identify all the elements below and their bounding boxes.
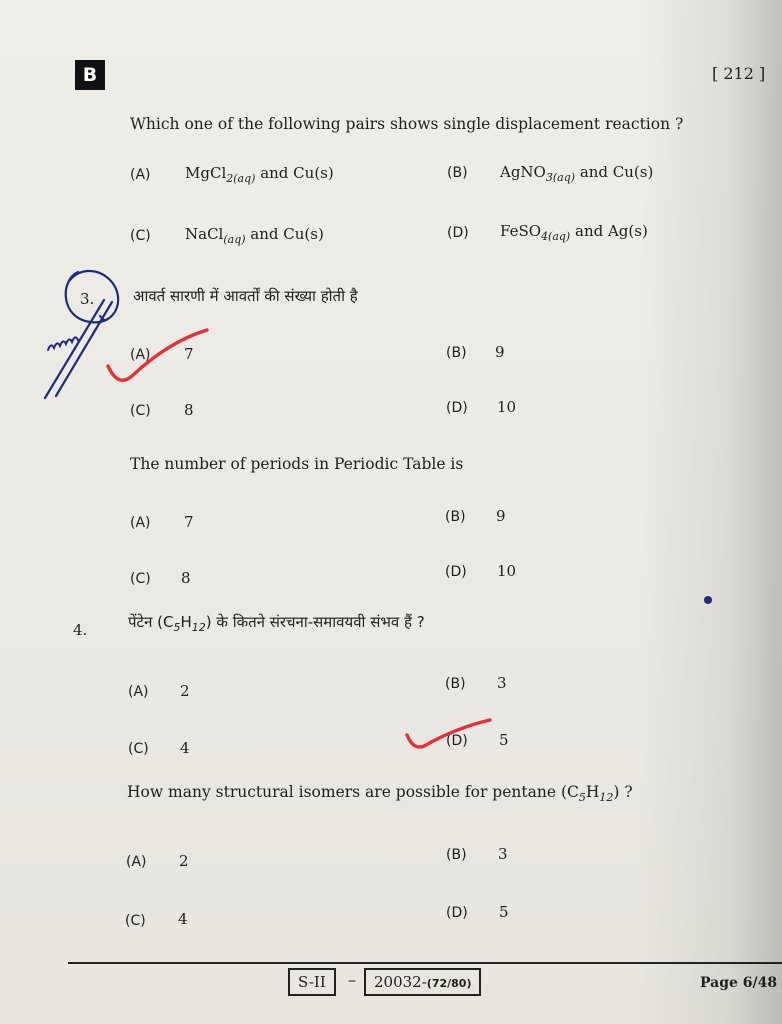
- q4-en-option-c-label: (C): [125, 913, 146, 929]
- q4-hi-option-b-label: (B): [445, 676, 466, 692]
- q4-en-option-c-value: 4: [178, 910, 188, 928]
- q3-hi-option-c-value: 8: [184, 401, 194, 419]
- q3-hi-option-a-value: 7: [184, 345, 194, 363]
- ink-dot: [704, 596, 712, 604]
- q4-hi-option-c-value: 4: [180, 739, 190, 757]
- page-number: Page 6/48: [700, 975, 778, 991]
- q4-hi-option-a-label: (A): [128, 684, 149, 700]
- red-tick-q4: [407, 720, 490, 747]
- red-tick-q3: [108, 330, 207, 380]
- blue-circle-mark: [45, 271, 118, 398]
- q3-number: 3.: [80, 290, 95, 308]
- q2-option-d-text: FeSO$_{4(aq)}$ and Ag(s): [500, 222, 648, 243]
- q4-en-option-a-value: 2: [179, 852, 189, 870]
- q4-hi-option-b-value: 3: [497, 674, 507, 692]
- q3-hi-option-a-label: (A): [130, 347, 151, 363]
- q2-option-a-label: (A): [130, 167, 151, 183]
- q4-hi-option-c-label: (C): [128, 741, 149, 757]
- q4-hi-option-d-value: 5: [499, 731, 509, 749]
- q4-english-text: How many structural isomers are possible for pentane $(C_5H_{12})$ ?: [127, 783, 633, 804]
- q2-text: Which one of the following pairs shows single displacement reaction ?: [130, 115, 684, 133]
- q4-hindi-text: पेंटेन $(C_5H_{12})$ के कितने संरचना-समावयवी संभव हैं ?: [128, 613, 425, 634]
- q3-hi-option-d-value: 10: [497, 398, 517, 416]
- q3-en-option-a-value: 7: [184, 513, 194, 531]
- q3-en-option-b-label: (B): [445, 509, 466, 525]
- q4-number: 4.: [73, 621, 88, 639]
- q3-hindi-text: आवर्त सारणी में आवर्तों की संख्या होती है: [133, 287, 358, 305]
- blue-scribble-mark: [48, 337, 78, 350]
- footer-code-box: 20032-(72/80): [364, 968, 481, 996]
- q2-option-b-label: (B): [447, 165, 468, 181]
- q3-hi-option-b-label: (B): [446, 345, 467, 361]
- q3-english-text: The number of periods in Periodic Table is: [130, 455, 464, 473]
- q3-en-option-c-label: (C): [130, 571, 151, 587]
- q4-en-option-b-label: (B): [446, 847, 467, 863]
- q3-en-option-a-label: (A): [130, 515, 151, 531]
- footer-dash: –: [348, 970, 356, 989]
- section-badge: B: [75, 60, 105, 90]
- q3-en-option-c-value: 8: [181, 569, 191, 587]
- q3-hi-option-b-value: 9: [495, 343, 505, 361]
- q3-en-option-d-label: (D): [445, 564, 467, 580]
- q2-option-c-text: NaCl$_{(aq)}$ and Cu(s): [185, 225, 324, 246]
- q4-hi-option-d-label: (D): [446, 733, 468, 749]
- q4-en-option-b-value: 3: [498, 845, 508, 863]
- q4-en-option-a-label: (A): [126, 854, 147, 870]
- q2-option-b-text: AgNO$_{3(aq)}$ and Cu(s): [500, 163, 654, 184]
- paper-code: [ 212 ]: [712, 64, 766, 83]
- q3-hi-option-d-label: (D): [446, 400, 468, 416]
- q4-en-option-d-value: 5: [499, 903, 509, 921]
- footer-series-box: S-II: [288, 968, 336, 996]
- q4-hi-option-a-value: 2: [180, 682, 190, 700]
- q3-hi-option-c-label: (C): [130, 403, 151, 419]
- q3-en-option-b-value: 9: [496, 507, 506, 525]
- q2-option-a-text: MgCl$_{2(aq)}$ and Cu(s): [185, 164, 334, 185]
- q2-option-c-label: (C): [130, 228, 151, 244]
- q4-en-option-d-label: (D): [446, 905, 468, 921]
- q2-option-d-label: (D): [447, 225, 469, 241]
- q3-en-option-d-value: 10: [497, 562, 517, 580]
